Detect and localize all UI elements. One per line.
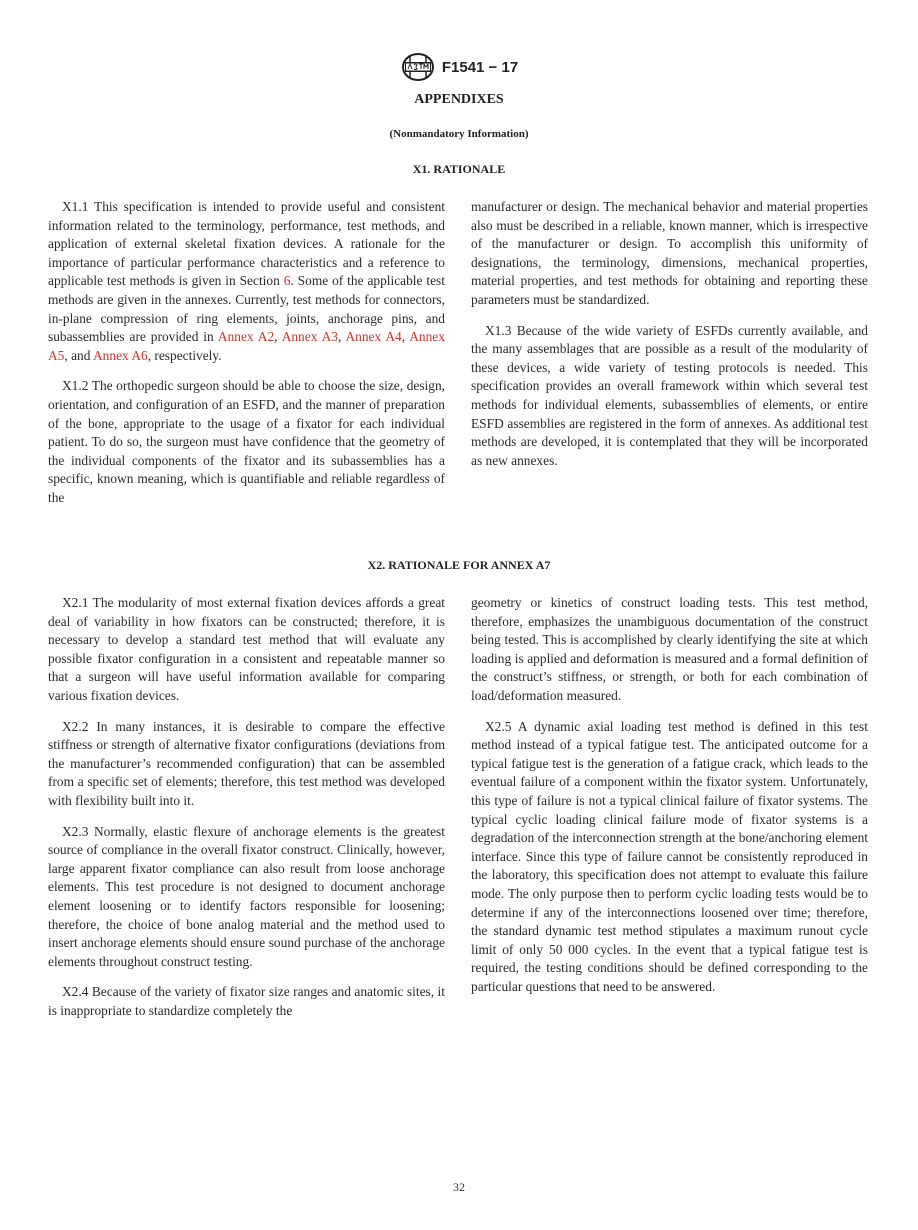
nonmandatory-subheading: (Nonmandatory Information) — [389, 128, 529, 140]
document-header — [0, 52, 918, 82]
x1-1-text-b: . Some of the applicable test methods are given in the annexes. Currently, test methods for connectors, in-plane compression of ring elements, joints, anchorage pins, and subassemblies are provided in — [48, 273, 445, 345]
paragraph-x1-3: X1.3 Because of the wide variety of ESFDs currently available, and the many assemblages that are possible as a result of the modularity of these devices, a wide variety of testing protocols is needed. This specification provides an overall framework within which several test methods for individual elements, subassemblies of elements, or entire ESFD assemblies are registered in the form of annexes. As additional test methods are developed, it is contemplated that they will be incorporated as new annexes. — [471, 322, 868, 468]
section-6-link[interactable]: 6 — [283, 273, 291, 289]
paragraph-x2-5: X2.5 A dynamic axial loading test method is defined in this test method instead of a typical fatigue test. The anticipated outcome for a typical fatigue test is the generation of a fatigue crack, which leads to the eventual failure of a component within the fixator system. Unfortunately, this type of failure is not a typical clinical failure of fixator systems. The typical cyclic loading clinical failure mode of fixator systems is a degradation of the interconnection strength at the bone/anchoring element interface. Since this type of failure cannot be consistently reproduced in the laboratory, this specification does not attempt to evaluate this failure mode. The only purpose then to perform cyclic loading tests would be to determine if any of the interconnections loosened over time; therefore, the standard dynamic test method stipulates a maximum runout cycle limit of only 50 000 cycles. In the event that a typical fatigue test is required, the testing conditions should be defined corresponding to the particular questions that need to be answered. — [471, 718, 868, 994]
x1-1-sep-4: , and — [64, 347, 94, 363]
x1-heading: X1. RATIONALE — [412, 162, 506, 176]
astm-logo-icon — [400, 52, 436, 82]
paragraph-x1-2: X1.2 The orthopedic surgeon should be able to choose the size, design, orientation, and configuration of an ESFD, and the manner of preparation of the bone, appropriate to the usage of a fixator for each individual patient. To do so, the surgeon must have confidence that the geometry of the individual components of the fixator and its subassemblies has a specific, known meaning, which is quantifiable and reliable regardless of the — [48, 378, 445, 505]
x1-1-sep-3: , — [401, 329, 410, 345]
annex-a6-link[interactable]: Annex A6 — [93, 347, 148, 363]
x2-right-column — [471, 594, 868, 1008]
x1-right-column — [471, 198, 868, 482]
paragraph-x2-1: X2.1 The modularity of most external fixation devices affords a great deal of variability in how fixators can be constructed; therefore, it is necessary to develop a standard test method that will evaluate any possible fixator configuration in a consistent and repeatable manner so that a surgeon will have useful information available for comparing various fixation devices. — [48, 595, 445, 703]
paragraph-x2-4-continued: geometry or kinetics of construct loading tests. This test method, therefore, emphasizes the unambiguous documentation of the construct being tested. This is accomplished by clearly identifying the site at which loading is applied and deformation is measured and a formal definition of the construct’s stiffness, or strength, or both for each combination of load/deformation measured. — [471, 595, 868, 703]
x1-left-column — [48, 198, 445, 520]
paragraph-x2-4: X2.4 Because of the variety of fixator size ranges and anatomic sites, it is inappropriate to standardize completely the — [48, 984, 445, 1018]
x1-1-text-c: , respectively. — [147, 347, 222, 363]
paragraph-x1-2-continued: manufacturer or design. The mechanical behavior and material properties also must be described in a reliable, known manner, which is irrespective of the manufacturer or design. To accomplish this uniformity of designations, the terminology, dimensions, mechanical properties, material properties, and test methods for obtaining and reporting these parameters must be standardized. — [471, 199, 868, 307]
x1-1-text-a: X1.1 This specification is intended to provide useful and consistent information related to the terminology, performance, test methods, and application of external skeletal fixation devices. A rationale for the importance of particular performance characteristics and a reference to applicable test methods is given in Section — [48, 199, 445, 289]
paragraph-x2-2: X2.2 In many instances, it is desirable to compare the effective stiffness or strength of alternative fixator configurations (deviations from the manufacturer’s recommended configuration) that can be assembled from a specific set of elements; therefore, this test method was developed with flexibility built into it. — [48, 718, 445, 808]
standard-designation: F1541 − 17 — [441, 58, 519, 76]
annex-a5-link[interactable]: Annex A5 — [48, 329, 445, 363]
x2-left-column — [48, 594, 445, 1032]
paragraph-x1-1 — [48, 198, 445, 365]
x1-1-sep-1: , — [274, 329, 282, 345]
paragraph-x2-3: X2.3 Normally, elastic flexure of anchorage elements is the greatest source of compliance in the overall fixator construct. Clinically, however, large apparent fixator compliance can also result from loose anchorage elements. This test procedure is not designed to document anchorage element loosening or to identify factors responsible for loosening; therefore, the choice of bone analog material and the method used to insert anchorage elements should ensure sound purchase of the anchorage elements throughout construct testing. — [48, 823, 445, 969]
x1-1-sep-2: , — [337, 329, 346, 345]
page-number: 32 — [453, 1180, 465, 1194]
annex-a2-link[interactable]: Annex A2 — [217, 329, 275, 345]
appendixes-heading: APPENDIXES — [414, 92, 504, 107]
annex-a3-link[interactable]: Annex A3 — [281, 329, 338, 345]
annex-a4-link[interactable]: Annex A4 — [345, 329, 402, 345]
x2-heading: X2. RATIONALE FOR ANNEX A7 — [367, 558, 551, 572]
